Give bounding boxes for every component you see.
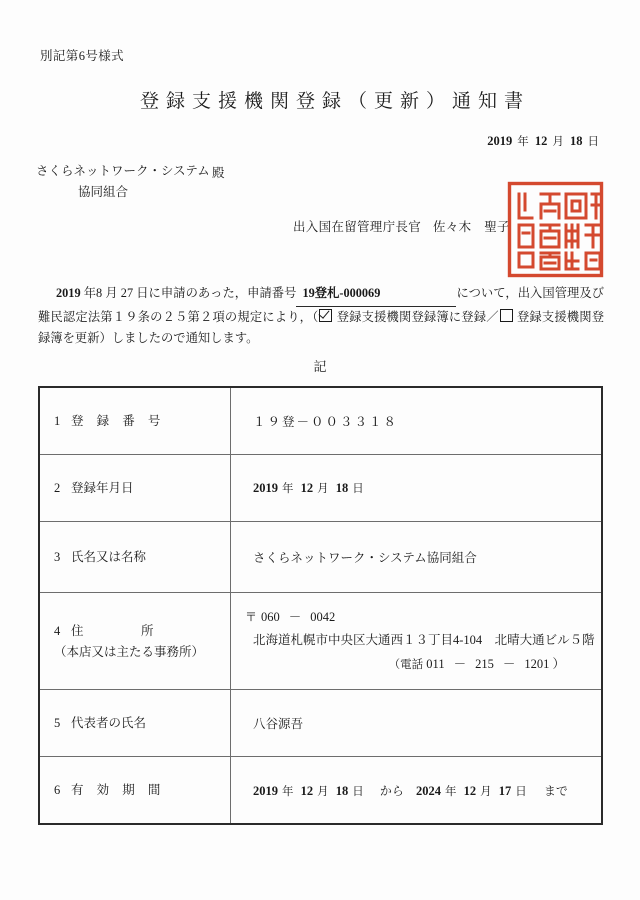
table-row [39,690,602,757]
valid-from-month-unit: 月 [317,785,329,798]
valid-to-year-unit: 年 [445,785,457,798]
issue-date-day: 18 [570,134,583,148]
valid-to-day-unit: 日 [515,785,527,798]
issue-date-month-unit: 月 [552,136,564,148]
postal-code-second: 0042 [310,610,336,624]
addressee-line-1: さくらネットワーク・システム [36,164,210,178]
issue-date-month: 12 [534,134,548,148]
issue-date-year: 2019 [487,134,513,148]
row-value-cell [231,690,603,757]
row-label: 氏名又は名称 [71,550,147,564]
valid-from-day-unit: 日 [352,785,364,798]
row-label-cell [39,455,231,522]
row-label-cell [39,593,231,690]
page-title: 登録支援機関登録（更新）通知書 [139,91,530,112]
telephone-line: （電話 011 － 215 － 1201 ） [388,657,565,671]
checkbox-register[interactable] [319,309,332,322]
official-seal-icon [507,181,604,278]
body-text-month: 月 27 [105,286,134,300]
checkbox-update[interactable] [500,309,513,322]
address-value [231,597,601,685]
option-register-label: 登録支援機関登録簿に登録 [336,309,487,324]
valid-from-day: 18 [335,783,349,798]
valid-from-month: 12 [300,783,314,798]
table-row [39,455,602,522]
registration-details-table [38,386,603,825]
application-number-field[interactable]: 19登札-000069 [296,283,456,307]
registration-date-year: 2019 [253,481,278,495]
valid-to-year: 2024 [416,783,442,798]
body-application-year: 2019 [56,286,81,300]
registration-date-month-unit: 月 [317,483,329,495]
row-index: 3 [54,550,61,564]
registration-date-day: 18 [335,481,349,495]
row-label-cell [39,690,231,757]
telephone-close-paren: ） [552,657,565,671]
addressee-block [36,161,225,203]
row-index: 6 [54,783,61,797]
row-value-cell [231,387,603,455]
row-index: 2 [54,481,61,495]
row-sub-label: （本店又は主たる事務所） [54,644,205,659]
row-value-cell [231,593,603,690]
row-index: 5 [54,716,61,730]
valid-to-month-unit: 月 [480,785,492,798]
row-index: 4 [54,623,61,638]
option-update-label: 登録支援機関登録簿を更新 [38,309,604,345]
issuer-block [293,217,510,235]
addressee-honorific: 殿 [212,166,225,180]
street-address: 北海道札幌市中央区大通西１３丁目4-104 北晴大通ビル５階 [253,633,595,647]
row-value-cell [231,455,603,522]
row-label: 住 所 [71,623,159,638]
row-value-cell [231,522,603,593]
organization-name-value: さくらネットワーク・システム協同組合 [253,551,477,565]
row-label: 登録年月日 [71,481,134,495]
issue-date-year-unit: 年 [517,136,529,148]
registration-date-month: 12 [300,481,314,495]
representative-name-value: 八谷源吾 [253,717,304,731]
table-row [39,757,602,825]
form-number: 別記第6号様式 [40,49,125,63]
table-row [39,387,602,455]
table-row [39,522,602,593]
issuer-name: 佐々木 聖子 [433,220,510,234]
issue-date [487,133,602,149]
body-option-separator: ／ [486,309,499,324]
ki-marker: 記 [313,359,327,374]
issue-date-day-unit: 日 [587,136,599,148]
body-text-year-unit: 年8 [83,286,103,300]
table-row [39,593,602,690]
validity-period-value [231,782,601,799]
postal-code-dash: － [288,610,302,624]
registration-date-value [231,480,601,496]
valid-to-month: 12 [463,783,477,798]
row-label: 代表者の氏名 [71,716,147,730]
valid-from-word: から [379,783,404,798]
row-label: 登 録 番 号 [71,414,166,428]
postal-mark-icon: 〒 [245,610,258,624]
telephone-label: （電話 [388,659,424,671]
telephone-part-3: 1201 [524,657,550,671]
row-label-cell [39,522,231,593]
registration-date-year-unit: 年 [282,483,294,495]
body-text-lead: 日に申請のあった，申請番号 [136,286,297,300]
postal-code-first: 060 [261,610,280,624]
addressee-line-2: 協同組合 [78,185,129,199]
telephone-part-1: 011 [426,657,445,671]
registration-date-day-unit: 日 [352,483,364,495]
body-text-tail: ）しましたので通知します。 [99,331,259,345]
body-paragraph [38,283,604,350]
row-label: 有 効 期 間 [71,783,166,797]
row-value-cell [231,757,603,825]
issuer-title: 出入国在留管理庁長官 [293,220,422,234]
valid-from-year: 2019 [253,783,278,798]
body-text-middle: について，出入国管理及び難民認定法第１９条の２５第２項の規定により，（ [38,286,605,324]
row-label-cell [39,387,231,455]
valid-from-year-unit: 年 [282,785,294,798]
valid-to-day: 17 [498,783,512,798]
telephone-part-2: 215 [475,657,494,671]
valid-to-word: まで [543,783,568,798]
row-label-cell [39,757,231,825]
registration-number-value: １９登－００３３１８ [253,415,399,429]
postal-code-line [245,606,591,629]
row-index: 1 [54,414,61,428]
